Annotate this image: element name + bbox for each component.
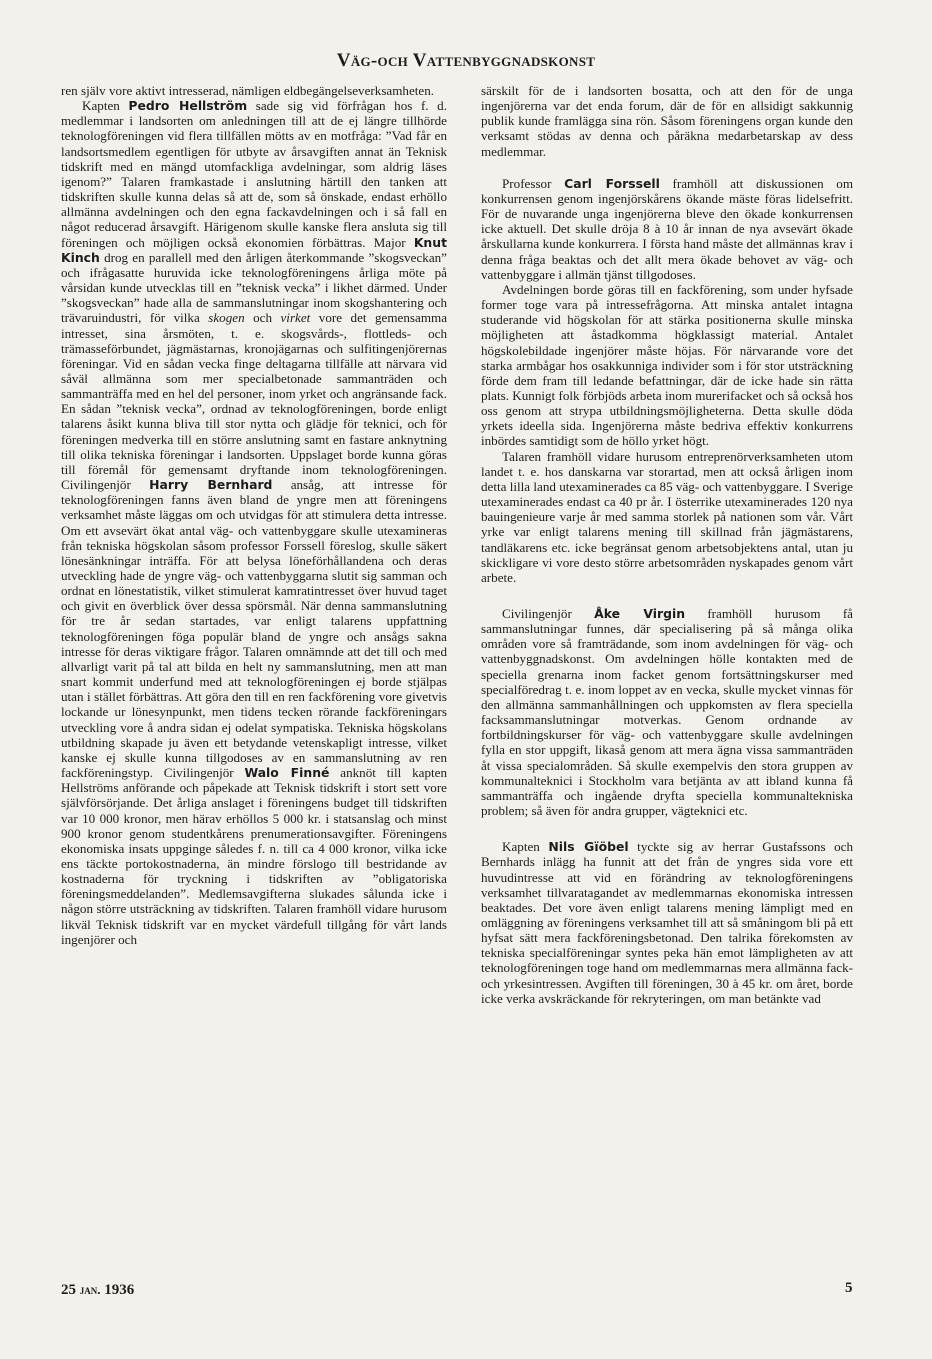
text-run: anknöt till kapten Hellströms anförande och påpekade att Teknisk tidskrift i stort sett vore självförsörjande. Det årliga anslaget i föreningens budget till tidskriften var 10 000 kronor, men härav erhöllos 5 000 kr. i statsanslag och minst 900 kronor genom studentkårens prenumerationsavgifter. Föreningens ekonomiska insats uppginge således f. n. till ca 4 000 kronor, vilka icke ens täckte portokostnaderna, än mindre förslogo till bestridande av kostnaderna för tryckning i tidskriften av ”obligatoriska föreningsmeddelanden”. Medlemsavgifterna slukades sålunda icke i någon större utsträckning av tidskriften. Talaren framhöll vidare hurusom likväl Teknisk tidskrift var en mycket värdefull tillgång för vårt lands ingenjörer och [61,765,447,947]
page-number: 5 [845,1280,853,1296]
date-year: 1936 [100,1282,135,1298]
speaker-name: Knut Kinch [61,234,447,265]
text-run: Kapten [502,839,549,855]
date-month: jan. [79,1282,101,1297]
paragraph [481,176,853,282]
text-run: Professor [502,175,565,191]
text-run: drog en parallell med den årligen återkommande ”skogsveckan” och ifrågasatte huruvida icke teknologföreningens årliga möte på vårsidan kunde utvecklas till en ”teknisk vecka” i likhet därmed. Under ”skogsveckan” hade alla de sammanslutningar inom skogshantering och trävaruindustri, för vilka [61,249,447,326]
paragraph [61,98,447,947]
text-run: Civilingenjör [502,606,595,621]
issue-date [61,1282,134,1299]
italic-term: skogen [208,310,245,326]
speaker-name: Nils Gïöbel [548,839,629,855]
text-run: tyckte sig av herrar Gustafssons och Bernhards inlägg ha funnit att det från de yngres sida vore ett huvudintresse att vid en förändring av teknologföreningens verksamhet tillvaratagandet av medlemmarnas ekonomiska intressen beaktades. Det vore även enligt talarens mening lämpligt med en omläggning av föreningens verksamhet till att så småningom bli på ett hyfsat sätt mera fackföreningsbetonad. Den talrika förekomsten av tekniska specialföreningar syntes peka hän emot lämpligheten av att teknologföreningen toge hand om medlemmarnas mera allmänna fack- och yrkesintressen. Avgiften till föreningen, 30 à 45 kr. om året, borde icke verka avskräckande för rekryteringen, om man betänkte vad [481,839,853,1006]
text-run: framhöll att diskussionen om konkurrensen genom ingenjörskårens ökande mäste föras lidelsefritt. För de nuvarande unga ingenjörerna bleve den ökade konkurrensen icke aktuell. Det skulle dröja 8 à 10 år innan de nya avsevärt ökade årskullarna kunde konkurrera. I första hand måste det allmännas krav i denna fråga beaktas och det allt mera ökade behovet av väg- och vattenbyggare i allmän tjänst tillgodoses. [481,175,853,282]
paragraph: ren själv vore aktivt intresserad, nämligen eldbegängelseverksamheten. [61,83,435,98]
speaker-name: Pedro Hellström [128,98,248,114]
speaker-name: Åke Virgin [594,606,686,621]
text-run: framhöll hurusom få sammanslutningar funnes, där specialisering på så många olika områden vore så framträdande, som inom avdelningen för väg- och vattenbyggnadskonst. Om avdelningen hölle kontakten med de speciella grenarna inom facket genom fortsättningskurser med specialföredrag t. e. inom loppet av en vecka, skulle mycket vinnas för den allmänna sammanhållningen och uppkomsten av flera speciella facksammanslutningar motverkas. Genom ordnande av fortbildningskurser för väg- och vattenbyggare skulle avdelningen fylla en stor uppgift, likaså genom att mera ägna vissa sammanträden åt vissa specialområden. Så skulle exempelvis den stora gruppen av kommunalteknici i Stockholm vara betjänta av att ibland kunna få sammanträffa och ingående dryfta speciella kommunaltekniska problem; så även för andra grupper, vägteknici etc. [481,606,853,819]
paragraph: Avdelningen borde göras till en fackförening, som under hyfsade former toge vara på intressefrågorna. Att minska antalet intagna studerande vid högskolan för att stärka positionerna skulle minska möjligheten att åstadkomma högklassigt material. Antalet högskolebildade ingenjörer måste höjas. För närvarande vore det starka armbågar hos osakkunniga individer som i för stor utsträckning förde dem fram till ledande befattningar, där de icke hade sin rätta plats. Kunnigt folk förbjöds arbeta inom murerifacket och så också hos oss genom att strypa utbildningsmöjligheterna. Detta skulle döda yrkets ideella sida. Ingenjörerna måste bedriva effektiv konkurrens inbördes samtidigt som de höllo yrket högt. [481,281,853,449]
text-run: sade sig vid förfrågan hos f. d. medlemmar i landsorten om anledningen till att de ej längre tillhörde teknologföreningen vid flera tillfällen mötts av en motfråga: ”Vad får en landsortsmedlem egentligen för utbyte av årsavgiften annat än Teknisk tidskrift med en mängd utomfackliga avdelningar, som aldrig läses igenom?” Talaren framkastade i anslutning härtill den tanken att tidskriften skulle kunna delas så att de, som så önskade, endast erhöllo allmänna avdelningen och den egna fackavdelningen och i så fall en något reducerad årsavgift. Härigenom skulle kanske flera ansluta sig till föreningen och möjligen också ekonomien förbättras. Major [61,98,447,250]
paragraph: särskilt för de i landsorten bosatta, och att den för de unga ingenjörerna var det enda forum, där de för en allsidigt sakkunnig publik kunde framlägga sina rön. Såsom föreningens organ kunde den verksamt stödas av denna och påräkna medarbetarskap av dess medlemmar. [481,83,853,159]
running-header: Väg-och Vattenbyggnadskonst [336,50,596,71]
paragraph [481,606,853,818]
text-run: vore det gemensamma intresset, sina årsmöten, t. e. skogsvårds-, flottleds- och trämasseförbundet, jägmästarnas, kronojägarnas och sulfitingenjörernas föreningar. Vid en sådan vecka finge deltagarna tillfälle att närvara vid såväl allmänna som mer specialbetonade sammanträden och sammanträffa med en hel del personer, inom yrket och angränsande fack. En sådan ”teknisk vecka”, ordnad av teknologföreningen, borde enligt talarens åsikt kunna bliva till stor nytta och glädje för teknici, och för föreningen medverka till en större anslutning samt en fastare anknytning till olika tekniska föreningar i landsorten. Uppslaget borde kunna göras till föremål för gemensamt dryftande inom teknologföreningen. Civilingenjör [61,310,448,493]
text-run: Kapten [82,98,129,114]
left-column [61,83,447,947]
speaker-name: Harry Bernhard [149,477,273,493]
paragraph: Talaren framhöll vidare hurusom entreprenörverksamheten utom landet t. e. hos danskarna var storartad, men att också årligen inom detta lilla land utexaminerades ca 85 väg- och vattenbyggare. I Sverige utexaminerades endast ca 40 pr år. I österrike utexaminerades 120 nya bauingenieure varje år med samma storlek på nationen som vår. Vårt yrke var enligt talarens mening till skillnad från jägmästarens, tandläkarens etc. icke begränsat genom arbetsobjektens antal, utan ju skickligare vi vore desto större arbetsområden nyskapades genom vårt arbete. [481,448,853,585]
right-column [481,83,853,1006]
date-day: 25 [61,1282,80,1298]
speaker-name: Carl Forssell [564,175,660,191]
text-run: ansåg, att intresse för teknologföreningen fanns även bland de yngre men att föreningens verksamhet måste läggas om och utvidgas för att stimulera detta intresse. Om ett avsevärt ökat antal väg- och vattenbyggare skulle utexamineras från tekniska högskolan såsom professor Forssell föreslog, skulle säkert lönesänkningar inträffa. För att belysa löneförhållandena och deras utveckling hade de yngre väg- och vattenbyggarna slutit sig samman och ordnat en lönestatistik, vilket stimulerat kamratintresset över huvud taget och givit en överblick över dessa spörsmål. När denna sammanslutning för tre år sedan startades, var enligt talarens uppfattning teknologföreningen föga populär bland de yngre och ansågs sakna intresse för deras viktigare frågor. Talaren omnämnde att det till och med allvarligt varit på tal att bilda en helt ny sammanslutning, men att man snart kommit underfund med att teknologföreningen ej borde stjälpas utan i stället förbättras. Att göra den till en ren fackförening vore givetvis lockande ur lönesynpunkt, men tidens tecken rörande fackföreningars utveckling vore å andra sidan ej odelat sympatiska. Tekniska högskolans utbildning skapade ju även ett betydande vetenskapligt intresse, vilket kanske ej skulle kunna tillgodoses av en sammanslutning av ren fackföreningstyp. Civilingenjör [61,477,447,781]
paragraph [481,839,853,1006]
italic-term: virket [280,310,311,326]
speaker-name: Walo Finné [244,765,330,781]
text-run: och [244,310,281,326]
